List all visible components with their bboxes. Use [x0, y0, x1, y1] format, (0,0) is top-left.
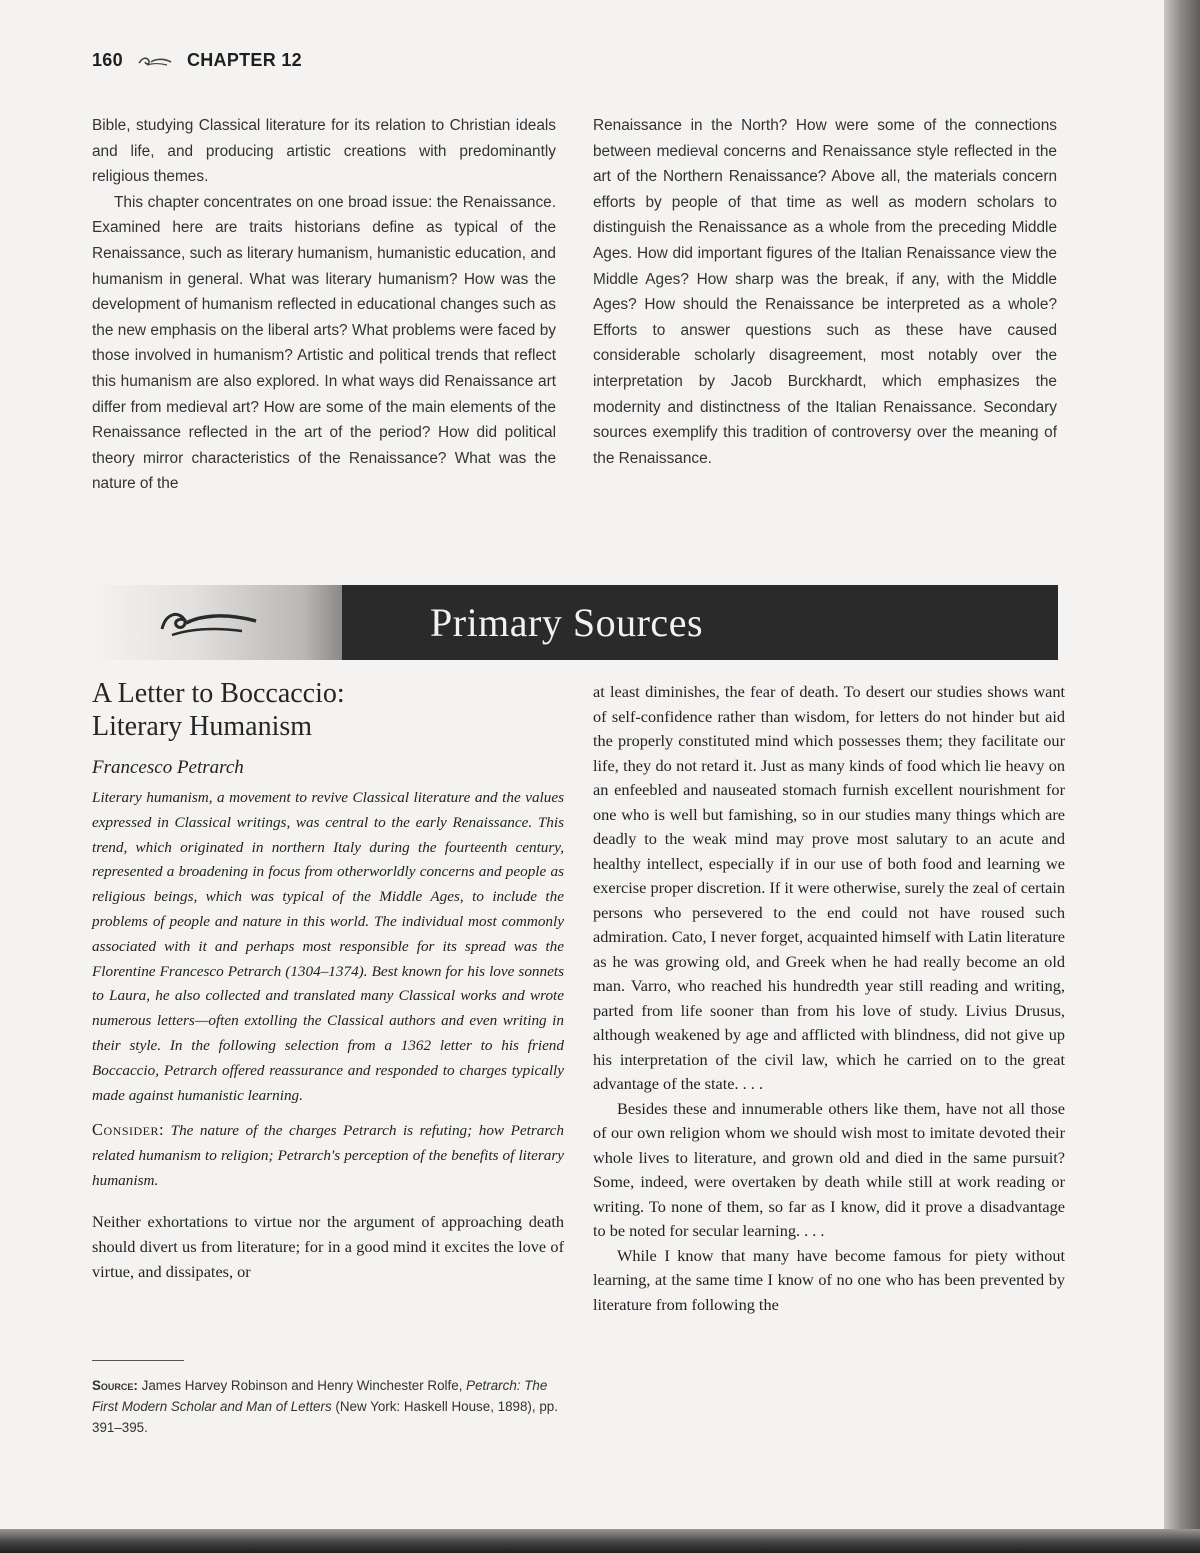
- article-body-start: Neither exhortations to virtue nor the argument of approaching death should divert us from literature; for in a good mind it excites the love of virtue, and dissipates, or: [92, 1211, 564, 1281]
- article-paragraph: at least diminishes, the fear of death. To desert our studies shows want of self-confidence rather than wisdom, for letters do not hinder but aid the properly constituted mind which possesses them; they facilitate our life, they do not retard it. Just as many kinds of food which lie heavy on an enfeebled and nauseated stomach furnish excellent nourishment for one who is well but famishing, so in our studies many things which are deadly to the weak mind may prove most salutary to an acute and healthy intellect, especially if in our use of both food and learning we exercise proper discretion. If it were otherwise, surely the zeal of certain persons who persevered to the end could not have roused such admiration. Cato, I never forget, acquainted himself with Latin literature as he was growing old, and Greek when he had really become an old man. Varro, who reached his hundredth year still reading and writing, parted from life sooner than from his love of study. Livius Drusus, although weakened by age and afflicted with blindness, did not give up his interpretation of the civil law, which he carried on to the great advantage of the state. . . .: [593, 682, 1065, 1093]
- section-banner: [92, 585, 1058, 660]
- footnote-book-title: Petrarch: The First Modern Scholar and Man of Letters: [92, 1378, 548, 1414]
- consider-note: [92, 1118, 564, 1193]
- flourish-ornament-icon: [156, 605, 260, 641]
- source-footnote: [92, 1375, 562, 1438]
- intro-column-left: [92, 113, 556, 497]
- section-title: Primary Sources: [430, 600, 704, 645]
- footnote-label: Source:: [92, 1378, 138, 1393]
- article-paragraph: While I know that many have become famous for piety without learning, at the same time I know of no one who has been prevented by literature from following the: [593, 1245, 1065, 1314]
- article-left-column: [92, 677, 564, 1284]
- paragraph: Renaissance in the North? How were some of the connections between medieval concerns and Renaissance style reflected in the art of the Northern Renaissance? Above all, the materials concern efforts by people of that time as well as modern scholars to distinguish the Renaissance as a whole from the preceding Middle Ages. How did important figures of the Italian Renaissance view the Middle Ages? How sharp was the break, if any, with the Middle Ages? How should the Renaissance be interpreted as a whole? Efforts to answer questions such as these have caused considerable scholarly disagreement, most notably over the interpretation by Jacob Burckhardt, which emphasizes the modernity and distinctness of the Italian Renaissance. Secondary sources exemplify this tradition of controversy over the meaning of the Renaissance.: [593, 117, 1057, 467]
- page-bottom-edge: [0, 1529, 1200, 1553]
- consider-label: Consider:: [92, 1120, 165, 1140]
- consider-text: The nature of the charges Petrarch is refuting; how Petrarch related humanism to religion; Petrarch's perception of the benefits of literary humanism.: [92, 1122, 564, 1189]
- article-right-column: [593, 680, 1065, 1317]
- page-number: 160: [92, 50, 123, 70]
- article-author: Francesco Petrarch: [92, 757, 244, 778]
- intro-column-right: [593, 113, 1057, 471]
- paragraph: This chapter concentrates on one broad issue: the Renaissance. Examined here are traits historians define as typical of the Renaissance, such as literary humanism, humanistic education, and humanism in general. What was literary humanism? How was the development of humanism reflected in educational changes such as the new emphasis on the liberal arts? What problems were faced by those involved in humanism? Artistic and political trends that reflect this humanism are also explored. In what ways did Renaissance art differ from medieval art? How are some of the main elements of the Renaissance reflected in the art of the period? How did political theory mirror characteristics of the Renaissance? What was the nature of the: [92, 193, 556, 493]
- article-title-line: Literary Humanism: [92, 711, 313, 742]
- footnote-authors: James Harvey Robinson and Henry Winchester Rolfe,: [141, 1378, 463, 1393]
- footnote-publisher: (New York: Haskell House, 1898), pp. 391–395.: [92, 1399, 558, 1435]
- paragraph: Bible, studying Classical literature for its relation to Christian ideals and life, and producing artistic creations with predominantly religious themes.: [92, 117, 556, 186]
- page-binding-shadow: [1164, 0, 1200, 1553]
- running-header: [92, 50, 302, 71]
- flourish-ornament-icon: [137, 54, 173, 68]
- footnote-divider: [92, 1360, 184, 1361]
- article-title: [92, 677, 564, 743]
- chapter-label: CHAPTER 12: [186, 50, 302, 70]
- article-title-line: A Letter to Boccaccio:: [92, 678, 345, 709]
- article-intro: Literary humanism, a movement to revive Classical literature and the values expressed in Classical writings, was central to the early Renaissance. This trend, which originated in northern Italy during the fourteenth century, represented a broadening in focus from otherworldly concerns and people as religious beings, which was typical of the Middle Ages, to include the problems of people and nature in this world. The individual most commonly associated with it and perhaps most responsible for its spread was the Florentine Francesco Petrarch (1304–1374). Best known for his love sonnets to Laura, he also collected and translated many Classical works and wrote numerous letters—often extolling the Classical authors and even writing in their style. In the following selection from a 1362 letter to his friend Boccaccio, Petrarch offered reassurance and responded to charges typically made against humanistic learning.: [92, 789, 564, 1104]
- article-paragraph: Besides these and innumerable others like them, have not all those of our own religion whom we should wish most to imitate devoted their whole lives to literature, and grown old and died in the same pursuit? Some, indeed, were overtaken by death while still at work reading or writing. To none of them, so far as I know, did it prove a disadvantage to be noted for secular learning. . . .: [593, 1098, 1065, 1240]
